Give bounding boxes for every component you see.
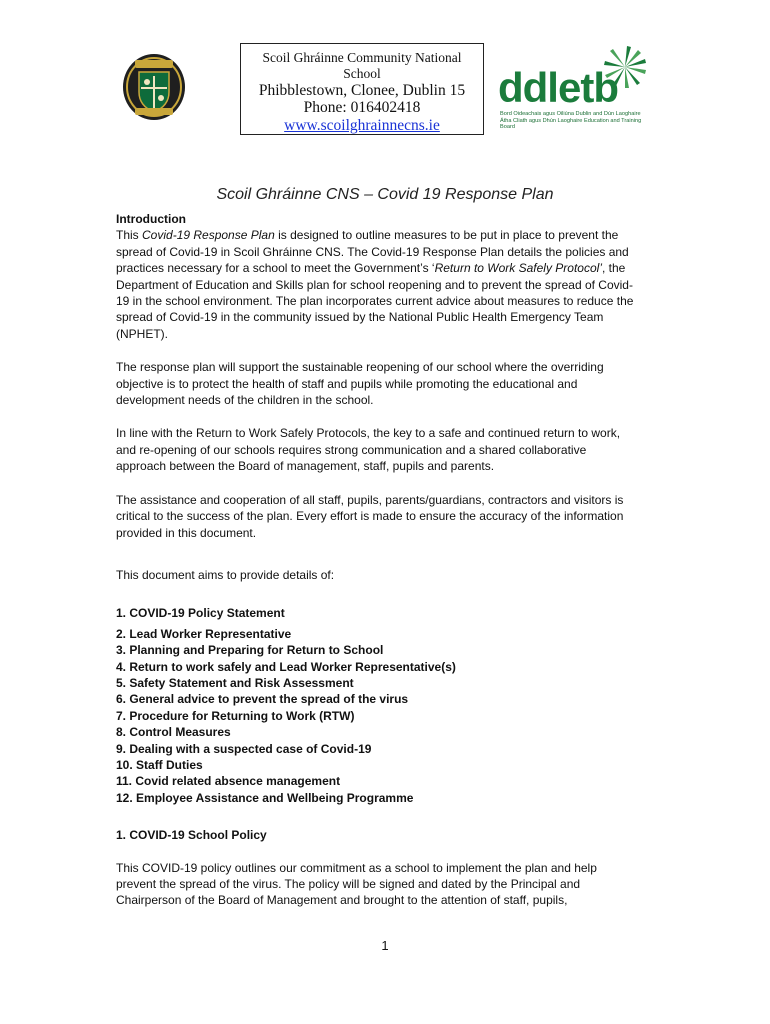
paragraph-2: The response plan will support the sustainable reopening of our school where the overriding objective is to protect the health of staff and pupils while promoting the educational and development needs of the children in the school.: [116, 360, 604, 408]
intro-paragraph: [116, 227, 636, 342]
list-item: 11. Covid related absence management: [116, 774, 341, 789]
list-item: 2. Lead Worker Representative: [116, 626, 292, 641]
paragraph-4: The assistance and cooperation of all staff, pupils, parents/guardians, contractors and visitors is critical to the success of the plan. Every effort is made to ensure the accuracy of the information provided in this document.: [116, 492, 624, 540]
school-info-box: [240, 43, 484, 135]
intro-text-em: Covid-19 Response Plan: [142, 228, 275, 243]
school-name-line1: Scoil Ghráinne Community National: [262, 50, 462, 65]
list-item: 4. Return to work safely and Lead Worker Representative(s): [116, 659, 456, 674]
list-item: 3. Planning and Preparing for Return to School: [116, 643, 384, 658]
contents-list: [116, 605, 636, 806]
list-item: 10. Staff Duties: [116, 757, 203, 772]
list-item: 8. Control Measures: [116, 725, 231, 740]
etb-logo-subtitle: [500, 111, 650, 131]
list-item: 9. Dealing with a suspected case of Covid-19: [116, 741, 372, 756]
page-number: 1: [381, 938, 389, 953]
intro-heading: Introduction: [116, 212, 186, 226]
list-item: 5. Safety Statement and Risk Assessment: [116, 675, 354, 690]
school-crest-logo: [121, 52, 187, 122]
intro-text-c: , the Department of Education and Skills plan for school reopening and to prevent the spread of Covid-19 in the school environment. The plan incorporates current advice about measures to reduce the spread of Covid-19 in the community issued by the National Public Health Emergency Team (NPHET).: [116, 261, 634, 341]
document-title: Scoil Ghráinne CNS – Covid 19 Response Plan: [216, 186, 554, 203]
etb-logo-wordmark: ddletb: [498, 64, 618, 111]
section1-paragraph: This COVID-19 policy outlines our commitment as a school to implement the plan and help prevent the spread of the virus. The policy will be signed and dated by the Principal and Chairperson of the Board of Management and brought to the attention of staff, pupils,: [116, 860, 597, 908]
intro-text-b: is designed to outline measures to be put in place to prevent the spread of Covid-19 in Scoil Ghráinne CNS. The Covid-19 Response Plan details the policies and practices necessary for a school to meet the Government’s ‘: [116, 228, 629, 276]
list-item: 12. Employee Assistance and Wellbeing Programme: [116, 790, 414, 805]
school-name-line2: School: [343, 66, 381, 81]
list-item: 7. Procedure for Returning to Work (RTW): [116, 708, 355, 723]
ddletb-logo: [496, 42, 648, 132]
paragraph-5: This document aims to provide details of:: [116, 567, 335, 582]
school-address: Phibblestown, Clonee, Dublin 15: [258, 82, 466, 99]
school-phone: Phone: 016402418: [303, 99, 421, 116]
school-website-link[interactable]: www.scoilghrainnecns.ie: [284, 117, 440, 134]
paragraph-3: In line with the Return to Work Safely Protocols, the key to a safe and continued return to work, and re-opening of our schools requires strong communication and a shared collaborative approach between the Board of management, staff, pupils and parents.: [116, 426, 621, 474]
document-body: [116, 211, 636, 909]
etb-sub-line1: Bord Oideachais agus Oiliúna Dublin and Dún Laoghaire: [500, 111, 641, 117]
intro-text-em2: Return to Work Safely Protocol’: [434, 261, 602, 276]
etb-sub-line2: Átha Cliath agus Dhún Laoghaire Education and Training Board: [500, 117, 642, 130]
intro-text-a: This: [116, 228, 143, 243]
list-item: 1. COVID-19 Policy Statement: [116, 606, 285, 621]
section1-heading: 1. COVID-19 School Policy: [116, 828, 267, 843]
list-item: 6. General advice to prevent the spread of the virus: [116, 692, 409, 707]
